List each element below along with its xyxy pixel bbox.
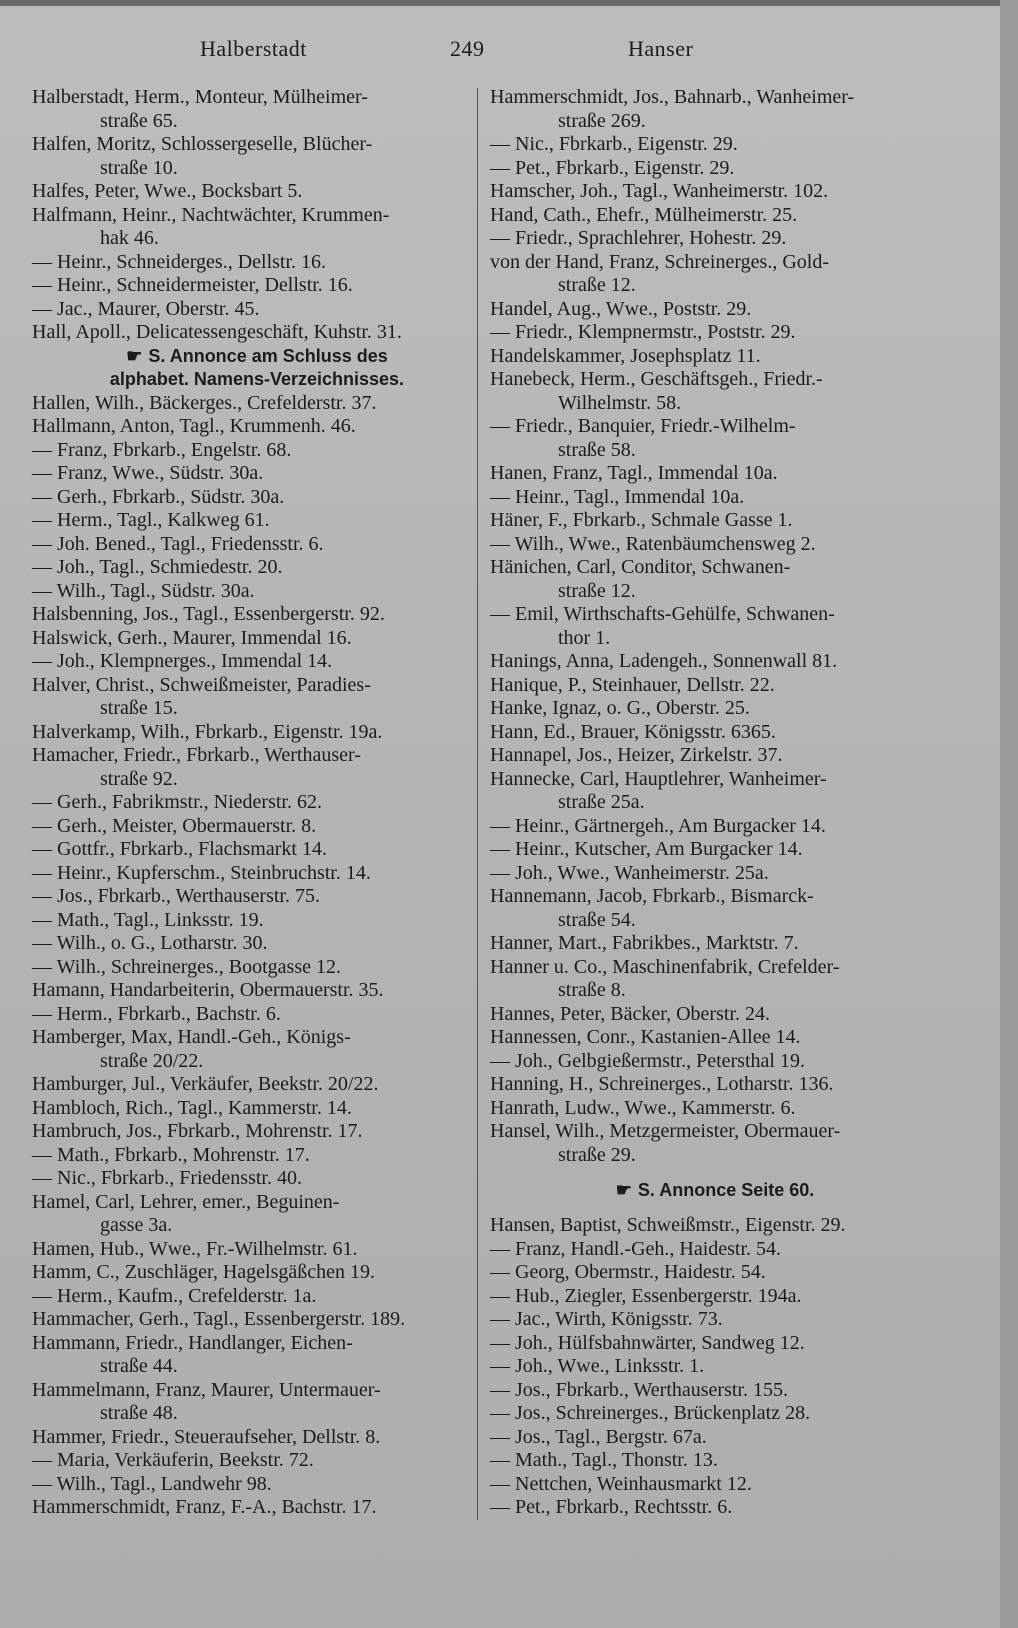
- entry-text: — Joh., Hülfsbahnwärter, Sandweg 12.: [490, 1331, 805, 1354]
- directory-entry: [32, 627, 482, 651]
- directory-entry: [32, 1026, 482, 1050]
- directory-entry: [490, 1332, 940, 1356]
- directory-entry: [490, 486, 940, 510]
- entry-text: von der Hand, Franz, Schreinerges., Gold-: [490, 250, 829, 273]
- directory-entry: [490, 768, 940, 792]
- directory-entry: [32, 956, 482, 980]
- directory-entry: [32, 1097, 482, 1121]
- entry-text: Hanings, Anna, Ladengeh., Sonnenwall 81.: [490, 650, 838, 672]
- directory-entry: [32, 1120, 482, 1144]
- directory-entry-continuation: [32, 1402, 482, 1426]
- entry-text: S. Annonce Seite 60.: [637, 1180, 815, 1200]
- directory-entry: [32, 486, 482, 510]
- entry-text: straße 44.: [100, 1355, 178, 1377]
- entry-text: Hamberger, Max, Handl.-Geh., Königs-: [32, 1026, 351, 1048]
- advertisement-reference: [490, 1167, 940, 1214]
- entry-text: Hamacher, Friedr., Fbrkarb., Werthauser-: [32, 744, 361, 766]
- entry-text: — Joh., Wwe., Linksstr. 1.: [490, 1355, 705, 1377]
- directory-entry: [490, 932, 940, 956]
- directory-entry: [32, 133, 482, 157]
- entry-text: — Jac., Maurer, Oberstr. 45.: [32, 297, 260, 320]
- directory-entry: [32, 838, 482, 862]
- directory-entry-continuation: [32, 227, 482, 251]
- entry-text: — Franz, Handl.-Geh., Haidestr. 54.: [490, 1237, 782, 1260]
- entry-text: Hänichen, Carl, Conditor, Schwanen-: [490, 556, 791, 578]
- entry-text: Hansel, Wilh., Metzgermeister, Obermauer-: [490, 1120, 841, 1142]
- entry-text: — Wilh., Tagl., Landwehr 98.: [32, 1472, 272, 1495]
- directory-entry: [32, 1073, 482, 1097]
- directory-entry-continuation: [490, 909, 940, 933]
- directory-entry: [32, 556, 482, 580]
- entry-text: — Wilh., Wwe., Ratenbäumchensweg 2.: [490, 532, 816, 555]
- entry-text: — Herm., Fbrkarb., Bachstr. 6.: [32, 1002, 281, 1025]
- directory-entry-continuation: [490, 110, 940, 134]
- directory-entry: [32, 1003, 482, 1027]
- directory-entry: [32, 885, 482, 909]
- directory-entry: [32, 815, 482, 839]
- directory-entry: [32, 721, 482, 745]
- scan-edge: [0, 0, 1018, 6]
- entry-text: straße 29.: [558, 1143, 636, 1166]
- entry-text: Hanke, Ignaz, o. G., Oberstr. 25.: [490, 697, 750, 719]
- directory-entry: [490, 1050, 940, 1074]
- directory-entry-continuation: [32, 110, 482, 134]
- entry-text: Hambruch, Jos., Fbrkarb., Mohrenstr. 17.: [32, 1120, 363, 1142]
- entry-text: straße 15.: [100, 697, 178, 719]
- entry-text: Hammer, Friedr., Steueraufseher, Dellstr. 8.: [32, 1425, 381, 1448]
- entry-text: — Maria, Verkäuferin, Beekstr. 72.: [32, 1449, 314, 1471]
- directory-entry-continuation: [490, 627, 940, 651]
- directory-entry: [490, 157, 940, 181]
- entry-text: — Nic., Fbrkarb., Eigenstr. 29.: [490, 133, 738, 155]
- entry-text: Halfen, Moritz, Schlossergeselle, Blücher-: [32, 133, 373, 155]
- entry-text: Hammerschmidt, Franz, F.-A., Bachstr. 17.: [32, 1496, 377, 1518]
- pointing-hand-icon: ☛: [126, 345, 143, 366]
- directory-entry: [32, 1308, 482, 1332]
- entry-text: straße 65.: [100, 109, 178, 132]
- directory-entry: [490, 180, 940, 204]
- directory-entry: [32, 509, 482, 533]
- entry-text: straße 20/22.: [100, 1049, 204, 1072]
- entry-text: — Heinr., Gärtnergeh., Am Burgacker 14.: [490, 814, 826, 837]
- directory-entry: [490, 204, 940, 228]
- directory-entry: [32, 1496, 482, 1520]
- entry-text: Hannemann, Jacob, Fbrkarb., Bismarck-: [490, 885, 814, 907]
- directory-entry: [32, 580, 482, 604]
- entry-text: — Joh., Wwe., Wanheimerstr. 25a.: [490, 861, 769, 884]
- entry-text: hak 46.: [100, 227, 159, 249]
- entry-text: — Wilh., Tagl., Südstr. 30a.: [32, 579, 255, 602]
- directory-entry: [490, 838, 940, 862]
- directory-entry: [490, 1496, 940, 1520]
- entry-text: Hannecke, Carl, Hauptlehrer, Wanheimer-: [490, 767, 827, 790]
- directory-entry: [490, 133, 940, 157]
- entry-text: Hanique, P., Steinhauer, Dellstr. 22.: [490, 673, 775, 696]
- entry-text: — Jos., Fbrkarb., Werthauserstr. 155.: [490, 1378, 788, 1401]
- entry-text: alphabet. Namens-Verzeichnisses.: [109, 369, 405, 389]
- entry-text: — Heinr., Schneidermeister, Dellstr. 16.: [32, 274, 353, 296]
- entry-text: Handel, Aug., Wwe., Poststr. 29.: [490, 297, 752, 320]
- left-column: [32, 86, 482, 1520]
- entry-text: — Emil, Wirthschafts-Gehülfe, Schwanen-: [490, 603, 835, 625]
- entry-text: Hallen, Wilh., Bäckerges., Crefelderstr. 37.: [32, 391, 377, 414]
- entry-text: Halfes, Peter, Wwe., Bocksbart 5.: [32, 180, 303, 202]
- entry-text: straße 10.: [100, 156, 178, 179]
- entry-text: Halverkamp, Wilh., Fbrkarb., Eigenstr. 19a.: [32, 720, 383, 743]
- directory-entry: [490, 650, 940, 674]
- entry-text: Hallmann, Anton, Tagl., Krummenh. 46.: [32, 415, 356, 437]
- directory-entry: [32, 1191, 482, 1215]
- entry-text: — Heinr., Tagl., Immendal 10a.: [490, 485, 745, 508]
- pointing-hand-icon: ☛: [615, 1180, 632, 1200]
- directory-entry: [32, 909, 482, 933]
- entry-text: Hamscher, Joh., Tagl., Wanheimerstr. 102.: [490, 180, 829, 202]
- entry-text: — Math., Fbrkarb., Mohrenstr. 17.: [32, 1143, 310, 1166]
- page-number: 249: [450, 36, 485, 61]
- entry-text: Hall, Apoll., Delicatessengeschäft, Kuhstr. 31.: [32, 321, 402, 343]
- entry-text: Hanebeck, Herm., Geschäftsgeh., Friedr.-: [490, 368, 823, 390]
- entry-text: — Joh., Tagl., Schmiedestr. 20.: [32, 556, 283, 578]
- entry-text: Hanner u. Co., Maschinenfabrik, Crefelder-: [490, 955, 840, 978]
- entry-text: Halberstadt, Herm., Monteur, Mülheimer-: [32, 86, 368, 108]
- directory-entry: [490, 227, 940, 251]
- directory-entry-continuation: [32, 1050, 482, 1074]
- entry-text: — Joh., Gelbgießermstr., Petersthal 19.: [490, 1049, 805, 1072]
- directory-entry: [490, 321, 940, 345]
- entry-text: — Math., Tagl., Thonstr. 13.: [490, 1449, 718, 1471]
- entry-text: straße 92.: [100, 767, 178, 790]
- running-head-first-entry: Halberstadt: [200, 36, 307, 61]
- directory-entry: [490, 345, 940, 369]
- directory-entry: [490, 1473, 940, 1497]
- entry-text: — Gerh., Meister, Obermauerstr. 8.: [32, 814, 317, 837]
- directory-entry: [32, 862, 482, 886]
- directory-entry-continuation: [32, 157, 482, 181]
- entry-text: Hammelmann, Franz, Maurer, Untermauer-: [32, 1378, 381, 1401]
- directory-entry-continuation: [32, 1355, 482, 1379]
- entry-text: straße 58.: [558, 438, 636, 461]
- directory-entry: [490, 885, 940, 909]
- entry-text: Hamann, Handarbeiterin, Obermauerstr. 35.: [32, 979, 384, 1001]
- entry-text: — Herm., Kaufm., Crefelderstr. 1a.: [32, 1284, 317, 1307]
- entry-text: Hammann, Friedr., Handlanger, Eichen-: [32, 1331, 353, 1354]
- directory-entry: [490, 1402, 940, 1426]
- entry-text: thor 1.: [558, 626, 611, 649]
- entry-text: straße 12.: [558, 274, 636, 296]
- directory-entry: [32, 1144, 482, 1168]
- directory-entry: [490, 1426, 940, 1450]
- directory-entry: [32, 1167, 482, 1191]
- directory-entry: [490, 1238, 940, 1262]
- entry-text: Halswick, Gerh., Maurer, Immendal 16.: [32, 626, 352, 649]
- advertisement-reference: [32, 345, 482, 369]
- entry-text: Hamen, Hub., Wwe., Fr.-Wilhelmstr. 61.: [32, 1237, 358, 1260]
- directory-entry: [32, 415, 482, 439]
- entry-text: Hansen, Baptist, Schweißmstr., Eigenstr. 29.: [490, 1214, 846, 1236]
- entry-text: S. Annonce am Schluss des: [148, 345, 388, 366]
- directory-entry-continuation: [490, 392, 940, 416]
- entry-text: Hannes, Peter, Bäcker, Oberstr. 24.: [490, 1002, 770, 1025]
- entry-text: — Franz, Wwe., Südstr. 30a.: [32, 462, 264, 484]
- directory-entry: [32, 1379, 482, 1403]
- entry-text: — Joh. Bened., Tagl., Friedensstr. 6.: [32, 532, 324, 555]
- directory-entry: [32, 1449, 482, 1473]
- directory-entry: [490, 1308, 940, 1332]
- column-divider: [477, 88, 478, 1520]
- directory-entry: [490, 251, 940, 275]
- directory-entry: [490, 1214, 940, 1238]
- entry-text: — Math., Tagl., Linksstr. 19.: [32, 908, 264, 931]
- directory-entry: [490, 462, 940, 486]
- directory-entry: [32, 1426, 482, 1450]
- directory-entry: [490, 86, 940, 110]
- directory-entry: [490, 744, 940, 768]
- directory-entry-continuation: [32, 768, 482, 792]
- entry-text: — Herm., Tagl., Kalkweg 61.: [32, 509, 270, 531]
- entry-text: Hanrath, Ludw., Wwe., Kammerstr. 6.: [490, 1096, 796, 1119]
- entry-text: — Joh., Klempnerges., Immendal 14.: [32, 650, 333, 672]
- entry-text: Hannapel, Jos., Heizer, Zirkelstr. 37.: [490, 744, 783, 766]
- directory-entry: [490, 1003, 940, 1027]
- entry-text: Halver, Christ., Schweißmeister, Paradies-: [32, 673, 371, 696]
- directory-entry: [32, 274, 482, 298]
- directory-entry: [490, 415, 940, 439]
- directory-entry: [32, 251, 482, 275]
- entry-text: Hamm, C., Zuschläger, Hagelsgäßchen 19.: [32, 1261, 375, 1283]
- entry-text: Hand, Cath., Ehefr., Mülheimerstr. 25.: [490, 203, 798, 226]
- directory-entry: [490, 956, 940, 980]
- directory-entry-continuation: [490, 580, 940, 604]
- directory-entry-continuation: [490, 979, 940, 1003]
- directory-entry: [490, 1026, 940, 1050]
- entry-text: — Heinr., Kutscher, Am Burgacker 14.: [490, 838, 803, 860]
- entry-text: — Jac., Wirth, Königsstr. 73.: [490, 1308, 723, 1330]
- entry-text: gasse 3a.: [100, 1214, 173, 1236]
- directory-entry: [490, 1379, 940, 1403]
- directory-entry: [32, 1261, 482, 1285]
- directory-entry: [490, 674, 940, 698]
- directory-entry: [32, 1332, 482, 1356]
- entry-text: Hammerschmidt, Jos., Bahnarb., Wanheimer-: [490, 86, 855, 108]
- directory-entry-continuation: [32, 697, 482, 721]
- directory-entry: [490, 556, 940, 580]
- directory-entry: [32, 533, 482, 557]
- directory-entry: [32, 603, 482, 627]
- entry-text: — Pet., Fbrkarb., Eigenstr. 29.: [490, 156, 735, 179]
- entry-text: Hamel, Carl, Lehrer, emer., Beguinen-: [32, 1190, 340, 1213]
- entry-text: straße 8.: [558, 979, 626, 1001]
- entry-text: straße 54.: [558, 908, 636, 931]
- directory-entry: [490, 509, 940, 533]
- entry-text: — Jos., Schreinerges., Brückenplatz 28.: [490, 1402, 811, 1424]
- entry-text: — Jos., Tagl., Bergstr. 67a.: [490, 1425, 707, 1448]
- entry-text: Hanner, Mart., Fabrikbes., Marktstr. 7.: [490, 932, 799, 954]
- directory-entry: [490, 862, 940, 886]
- directory-entry-continuation: [490, 274, 940, 298]
- directory-entry-continuation: [490, 1144, 940, 1168]
- entry-text: Halsbenning, Jos., Tagl., Essenbergerstr. 92.: [32, 603, 385, 625]
- directory-entry: [490, 697, 940, 721]
- directory-entry: [32, 979, 482, 1003]
- directory-entry: [32, 744, 482, 768]
- directory-entry-continuation: [490, 791, 940, 815]
- entry-text: Hamburger, Jul., Verkäufer, Beekstr. 20/22.: [32, 1073, 379, 1095]
- entry-text: — Gerh., Fbrkarb., Südstr. 30a.: [32, 485, 285, 508]
- directory-entry: [32, 392, 482, 416]
- entry-text: — Gottfr., Fbrkarb., Flachsmarkt 14.: [32, 838, 327, 860]
- directory-entry: [490, 721, 940, 745]
- entry-text: straße 48.: [100, 1402, 178, 1424]
- directory-entry: [490, 1285, 940, 1309]
- entry-text: — Friedr., Sprachlehrer, Hohestr. 29.: [490, 227, 787, 249]
- directory-entry: [32, 298, 482, 322]
- directory-entry: [32, 462, 482, 486]
- directory-entry: [32, 791, 482, 815]
- directory-entry: [490, 1073, 940, 1097]
- directory-entry: [490, 298, 940, 322]
- advertisement-reference: [32, 368, 482, 392]
- directory-entry: [32, 204, 482, 228]
- entry-text: — Hub., Ziegler, Essenbergerstr. 194a.: [490, 1284, 802, 1307]
- entry-text: Hannessen, Conr., Kastanien-Allee 14.: [490, 1026, 801, 1048]
- directory-entry: [32, 180, 482, 204]
- entry-text: Handelskammer, Josephsplatz 11.: [490, 344, 761, 367]
- entry-text: Wilhelmstr. 58.: [558, 391, 682, 414]
- directory-entry: [32, 650, 482, 674]
- entry-text: — Gerh., Fabrikmstr., Niederstr. 62.: [32, 791, 322, 813]
- directory-entry: [490, 603, 940, 627]
- entry-text: straße 12.: [558, 579, 636, 602]
- scan-edge-right: [1000, 0, 1018, 1628]
- directory-entry: [490, 815, 940, 839]
- directory-entry: [490, 368, 940, 392]
- directory-entry: [32, 1238, 482, 1262]
- directory-entry: [32, 321, 482, 345]
- directory-entry: [490, 1449, 940, 1473]
- entry-text: — Jos., Fbrkarb., Werthauserstr. 75.: [32, 885, 320, 907]
- entry-text: Hanning, H., Schreinerges., Lotharstr. 136.: [490, 1073, 834, 1095]
- entry-text: Hann, Ed., Brauer, Königsstr. 6365.: [490, 720, 776, 743]
- entry-text: — Nettchen, Weinhausmarkt 12.: [490, 1472, 752, 1495]
- entry-text: — Pet., Fbrkarb., Rechtsstr. 6.: [490, 1496, 733, 1518]
- entry-text: straße 25a.: [558, 791, 645, 813]
- directory-entry-continuation: [490, 439, 940, 463]
- running-head-last-entry: Hanser: [628, 36, 694, 61]
- entry-text: Hammacher, Gerh., Tagl., Essenbergerstr. 189.: [32, 1308, 406, 1330]
- directory-entry: [32, 1285, 482, 1309]
- entry-text: — Wilh., Schreinerges., Bootgasse 12.: [32, 955, 341, 978]
- entry-text: — Wilh., o. G., Lotharstr. 30.: [32, 932, 268, 954]
- entry-text: — Friedr., Banquier, Friedr.-Wilhelm-: [490, 415, 796, 437]
- directory-entry: [32, 439, 482, 463]
- directory-entry: [490, 1120, 940, 1144]
- directory-entry-continuation: [32, 1214, 482, 1238]
- entry-text: — Friedr., Klempnermstr., Poststr. 29.: [490, 321, 796, 343]
- directory-entry: [490, 1097, 940, 1121]
- entry-text: Häner, F., Fbrkarb., Schmale Gasse 1.: [490, 509, 793, 531]
- directory-entry: [32, 932, 482, 956]
- entry-text: — Heinr., Schneiderges., Dellstr. 16.: [32, 250, 327, 273]
- entry-text: — Franz, Fbrkarb., Engelstr. 68.: [32, 438, 292, 461]
- entry-text: straße 269.: [558, 109, 646, 132]
- entry-text: Hanen, Franz, Tagl., Immendal 10a.: [490, 462, 778, 484]
- entry-text: — Georg, Obermstr., Haidestr. 54.: [490, 1261, 766, 1283]
- entry-text: Halfmann, Heinr., Nachtwächter, Krummen-: [32, 203, 390, 226]
- right-column: [490, 86, 940, 1520]
- entry-text: — Heinr., Kupferschm., Steinbruchstr. 14.: [32, 861, 371, 884]
- entry-text: Hambloch, Rich., Tagl., Kammerstr. 14.: [32, 1096, 352, 1119]
- entry-text: — Nic., Fbrkarb., Friedensstr. 40.: [32, 1167, 302, 1189]
- directory-entry: [490, 1355, 940, 1379]
- directory-entry: [32, 1473, 482, 1497]
- directory-entry: [490, 1261, 940, 1285]
- directory-entry: [32, 86, 482, 110]
- directory-entry: [32, 674, 482, 698]
- directory-entry: [490, 533, 940, 557]
